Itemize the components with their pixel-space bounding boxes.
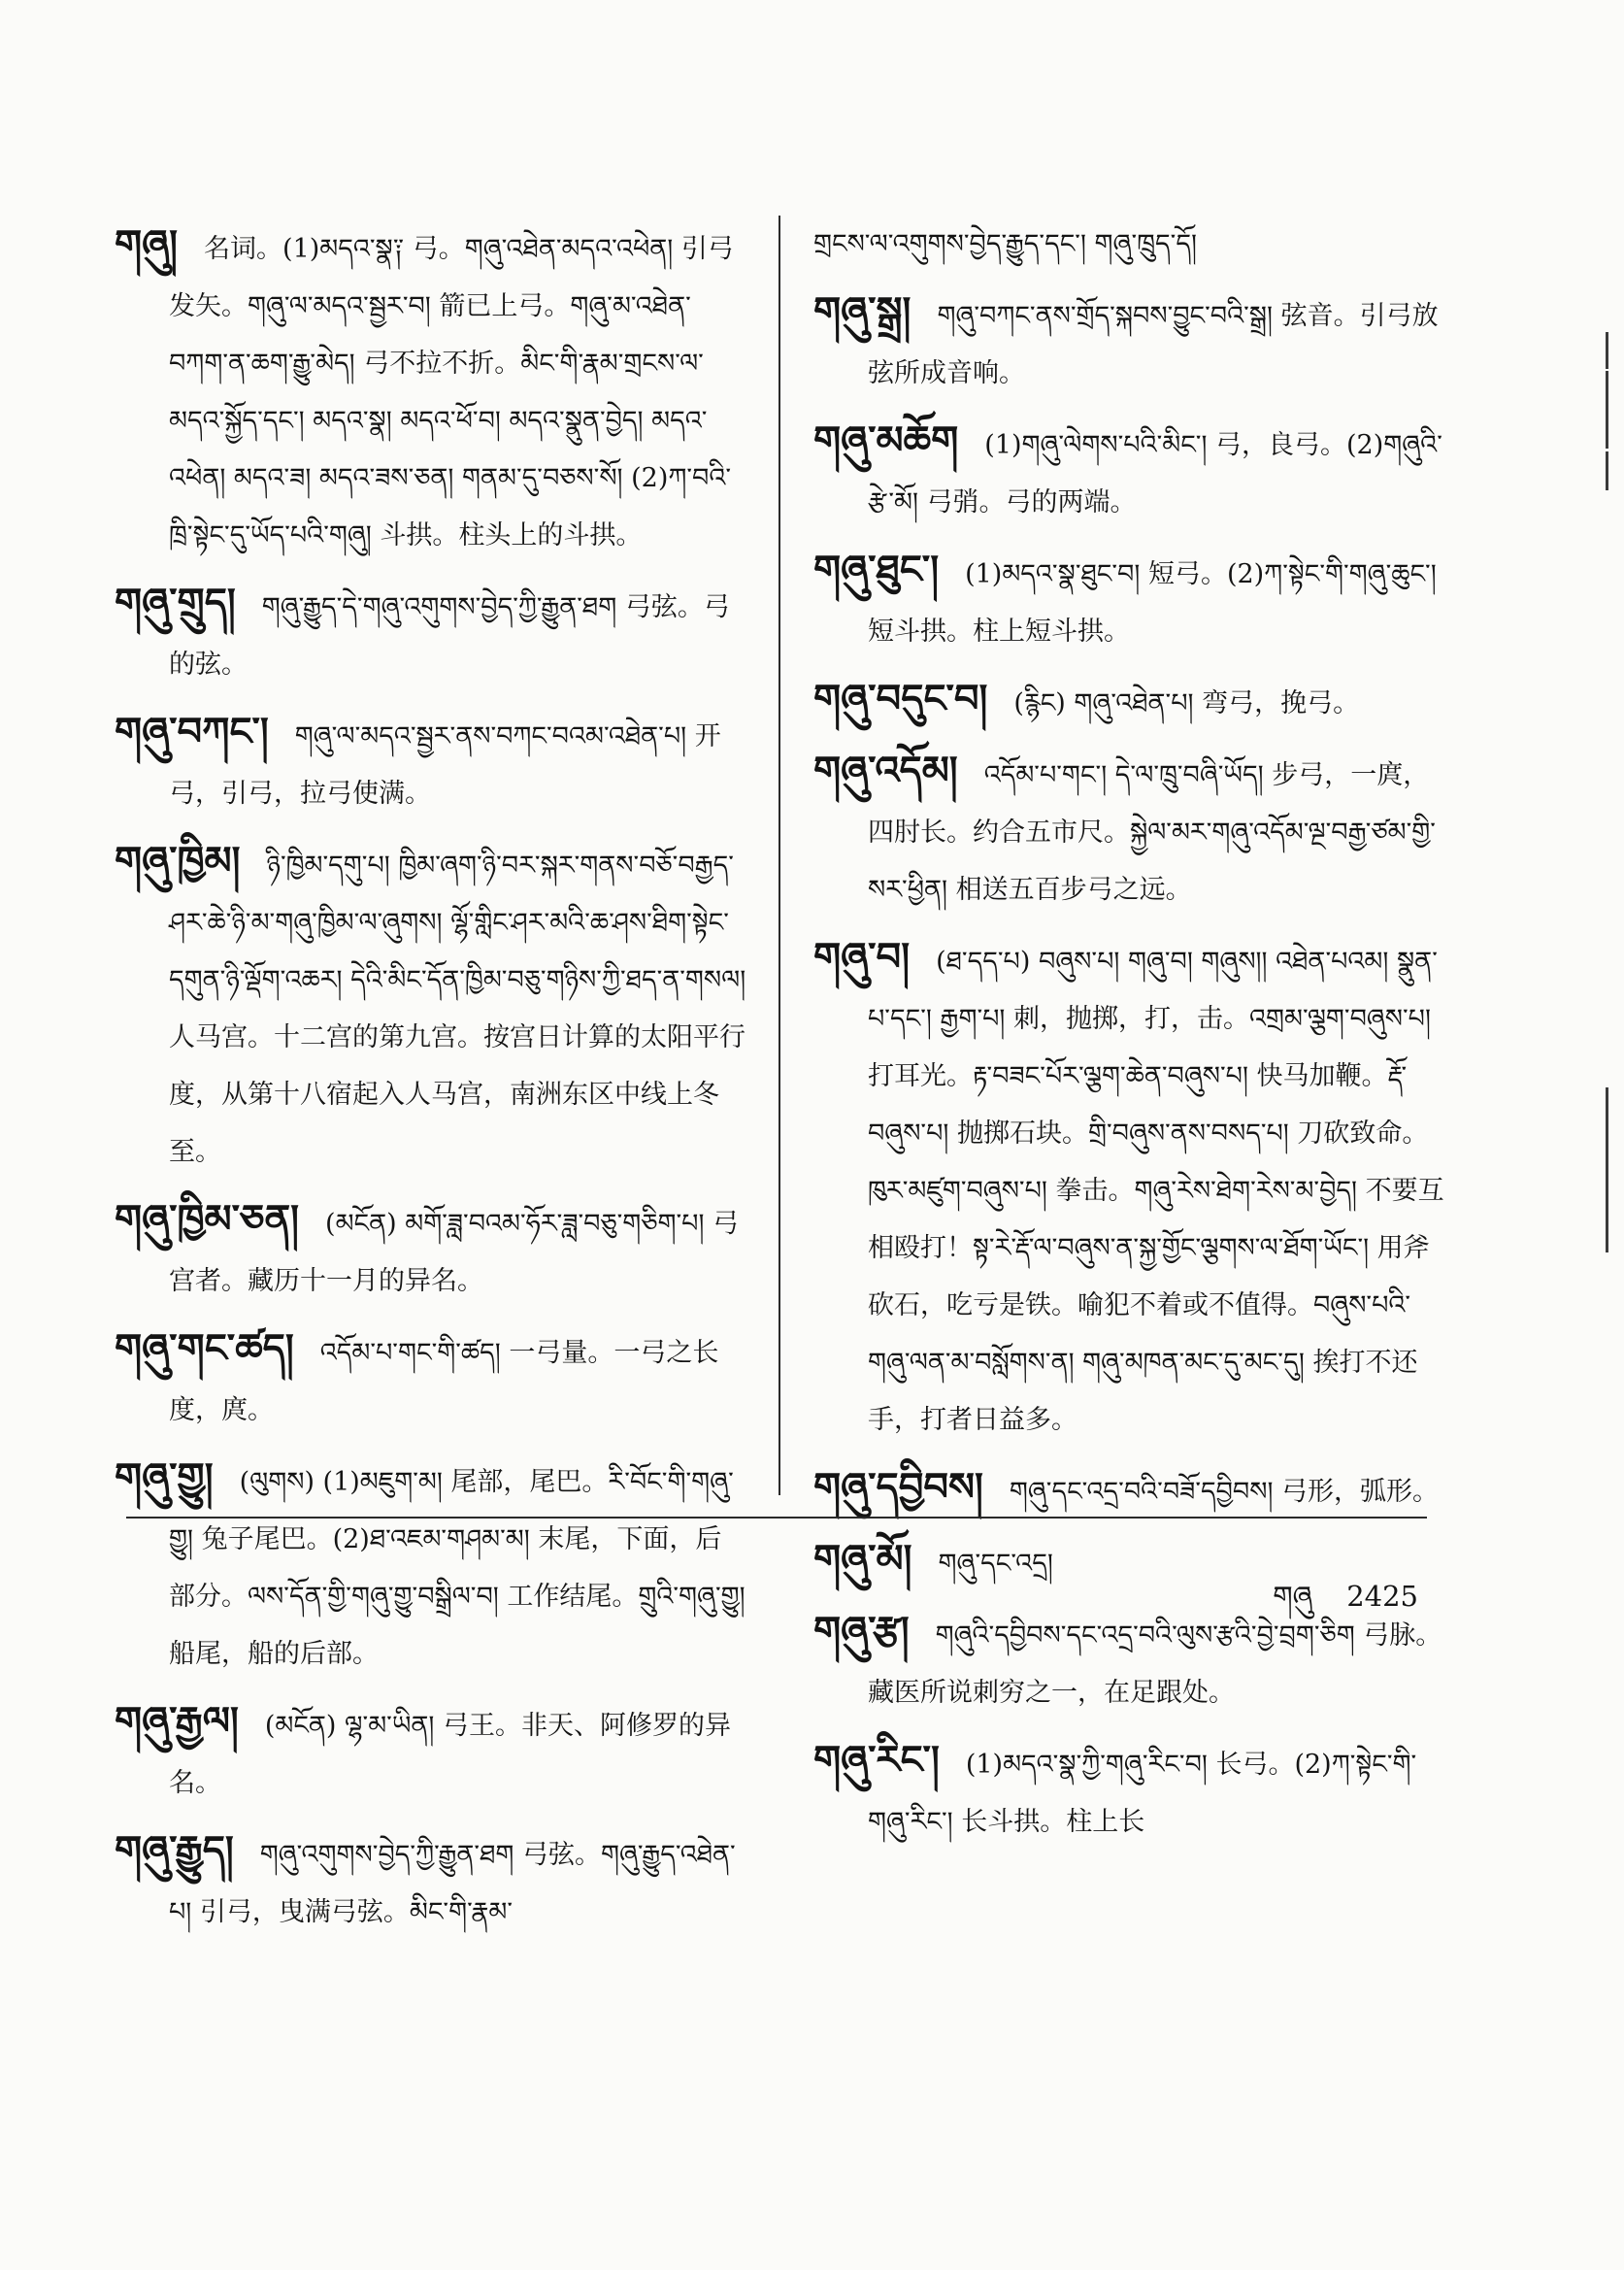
- dictionary-entry: [813, 541, 1444, 660]
- entry-headword: གཞུ་དབྱིབས།: [813, 1464, 983, 1510]
- dictionary-entry: [115, 1821, 747, 1941]
- entry-headword: གཞུ།: [115, 221, 179, 267]
- entry-headword: གཞུ་ཐུང་།: [813, 547, 940, 592]
- entry-headword: གཞུ་བ།: [813, 934, 911, 980]
- dictionary-entry: [813, 1731, 1444, 1851]
- dictionary-entry: [813, 742, 1444, 918]
- entry-definition: 名词。(1)མདའ་སྣ༑ 弓。གཞུ་འཐེན་མདའ་འཕེན། 引弓发矢。གཞུ་ལ་མདའ་སྦྱར་བ། 箭已上弓。གཞུ་མ་འཐེན་བཀག་ན་ཆག་རྒྱུ་མེད། 弓不拉不折。མིང་གི་རྣམ་གྲངས་ལ་མདའ་སྐྱོད་དང་། མདའ་སྣ། མདའ་ཕོ་བ། མདའ་སྣུན་བྱེད། མདའ་འཕེན། མདའ་ཟ། མདའ་ཟས་ཅན། གནམ་དུ་བཅས་སོ། (2)ཀ་བའི་ཁྲི་སྟེང་དུ་ཡོད་པའི་གཞུ། 斗拱。柱头上的斗拱。: [169, 234, 734, 551]
- edge-mark: [1606, 332, 1608, 369]
- entry-headword: གཞུ་གང་ཚད།: [115, 1325, 294, 1371]
- dictionary-entry: [115, 703, 747, 822]
- running-head: གཞུ: [1273, 1580, 1312, 1613]
- entry-definition: འདོམ་པ་གང་གི་ཚད། 一弓量。一弓之长度，庹。: [169, 1338, 719, 1425]
- edge-mark: [1606, 1087, 1608, 1252]
- entry-headword: གཞུ་མོ།: [813, 1536, 912, 1582]
- dictionary-entry: [813, 216, 1444, 273]
- entry-definition: (མངོན) མགོ་ཟླ་བའམ་ཧོར་ཟླ་བཅུ་གཅིག་པ། 弓宫者。藏历十一月的异名。: [169, 1209, 740, 1296]
- entry-definition: གཞུ་འགུགས་བྱེད་ཀྱི་རྒྱུན་ཐག 弓弦。གཞུ་རྒྱུད་འཐེན་པ། 引弓，曳满弓弦。མིང་གི་རྣམ་: [169, 1840, 736, 1927]
- entry-definition: གྲངས་ལ་འགུགས་བྱེད་རྒྱུད་དང་། གཞུ་ཁྲུད་དོ།: [813, 229, 1197, 259]
- entry-headword: གཞུ་རིང་།: [813, 1737, 940, 1783]
- entry-headword: གཞུ་གྱུ།: [115, 1454, 214, 1500]
- dictionary-entry: [813, 412, 1444, 531]
- dictionary-entry: [115, 574, 747, 693]
- dictionary-entry: [115, 216, 747, 564]
- entry-headword: གཞུ་སྒྲ།: [813, 288, 911, 334]
- edge-mark: [1606, 451, 1608, 490]
- dictionary-entry: [813, 283, 1444, 402]
- dictionary-entry: [115, 1449, 747, 1683]
- dictionary-entry: [115, 1692, 747, 1812]
- entry-definition: གཞུ་དང་འདྲ།: [938, 1549, 1053, 1579]
- entry-headword: གཞུ་གྲུད།: [115, 580, 236, 625]
- column-divider: [779, 216, 780, 1495]
- entry-headword: གཞུ་རྒྱལ།: [115, 1698, 239, 1744]
- entry-headword: གཞུ་བདུང་བ།: [813, 676, 988, 721]
- entry-headword: གཞུ་རྒྱུད།: [115, 1827, 234, 1873]
- dictionary-entry: [813, 1458, 1444, 1520]
- entry-definition: གཞུ་དང་འདྲ་བའི་བཟོ་དབྱིབས། 弓形，弧形。: [1009, 1477, 1440, 1507]
- entry-headword: གཞུ་ཁྱིམ།: [115, 838, 241, 884]
- entry-definition: (1)མདའ་སྣ་ཐུང་བ། 短弓。(2)ཀ་སྟེང་གི་གཞུ་ཆུང་། 短斗拱。柱上短斗拱。: [868, 559, 1437, 647]
- entry-headword: གཞུ་མཆོག: [813, 417, 959, 463]
- entry-definition: གཞུ་རྒྱུད་དེ་གཞུ་འགུགས་བྱེད་ཀྱི་རྒྱུན་ཐག 弓弦。弓的弦。: [169, 592, 730, 680]
- dictionary-entry: [115, 1319, 747, 1439]
- entry-definition: ཉི་ཁྱིམ་དགུ་པ། ཁྱིམ་ཞག་ཉི་བར་སྐར་གནས་བཅོ་བརྒྱད་ཤར་ཆེ་ཉི་མ་གཞུ་ཁྱིམ་ལ་ཞུགས། ལྷོ་གླིང་ཤར་མའི་ཆ་ཤས་ཐིག་སྟེང་དགུན་ཉི་ལྡོག་འཆར། དེའི་མིང་དོན་ཁྱིམ་བཅུ་གཉིས་ཀྱི་ཐད་ན་གསལ། 人马宫。十二宫的第九宫。按宫日计算的太阳平行度，从第十八宿起入人马宫，南洲东区中线上冬至。: [169, 851, 746, 1167]
- entry-definition: འདོམ་པ་གང་། དེ་ལ་ཁྲུ་བཞི་ཡོད། 步弓，一庹，四肘长。约合五市尺。སྐྱེལ་མར་གཞུ་འདོམ་ལྔ་བརྒྱ་ཙམ་གྱི་སར་ཕྱིན། 相送五百步弓之远。: [868, 760, 1436, 905]
- dictionary-entry: [115, 1190, 747, 1310]
- entry-definition: (རྙིང) གཞུ་འཐེན་པ། 弯弓，挽弓。: [1013, 688, 1360, 718]
- entry-headword: གཞུ་ཁྱིམ་ཅན།: [115, 1196, 300, 1242]
- dictionary-entry: [813, 928, 1444, 1449]
- entry-definition: (ལུགས) (1)མཇུག་མ། 尾部，尾巴。རི་བོང་གི་གཞུ་གྱུ། 兔子尾巴。(2)ཐ་འཇམ་གཤམ་མ། 末尾，下面，后部分。ལས་དོན་གྱི་གཞུ་གྱུ་བསྒྲིལ་བ། 工作结尾。གྲུའི་གཞུ་གྱུ། 船尾，船的后部。: [169, 1467, 746, 1669]
- dictionary-entry: [813, 670, 1444, 732]
- page-footer: [1273, 1565, 1418, 1645]
- entry-definition: (མངོན) ལྷ་མ་ཡིན། 弓王。非天、阿修罗的异名。: [169, 1711, 732, 1798]
- left-column: [115, 216, 747, 1951]
- entry-headword: གཞུ་འདོམ།: [813, 748, 958, 793]
- footer-rule: [126, 1517, 1427, 1519]
- edge-mark: [1606, 371, 1608, 449]
- dictionary-entry: [115, 832, 747, 1181]
- entry-definition: (1)གཞུ་ལེགས་པའི་མིང་། 弓，良弓。(2)གཞུའི་རྩེ་མོ། 弓弰。弓的两端。: [868, 430, 1442, 517]
- entry-headword: གཞུ་རྩ།: [813, 1608, 910, 1653]
- entry-headword: གཞུ་བཀང་།: [115, 709, 269, 754]
- entry-definition: (ཐ་དད་པ) བཞུས་པ། གཞུ་བ། གཞུས།། འཐེན་པའམ། སྣུན་པ་དང་། རྒྱག་པ། 刺，抛掷，打，击。འགྲམ་ལྕག་བཞུས་པ། 打耳光。རྟ་བཟང་པོར་ལྕག་ཆེན་བཞུས་པ། 快马加鞭。རྡོ་བཞུས་པ། 抛掷石块。གྲི་བཞུས་ནས་བསད་པ། 刀砍致命。ཁུར་མཛུག་བཞུས་པ། 拳击。གཞུ་རེས་ཐེག་རེས་མ་བྱེད། 不要互相殴打！སྟ་རེ་རྡོ་ལ་བཞུས་ན་སྐྱ་གྱོང་ལྕགས་ལ་ཐོག་ཡོང་། 用斧砍石，吃亏是铁。喻犯不着或不值得。བཞུས་པའི་གཞུ་ལན་མ་བསློགས་ན། གཞུ་མཁན་མང་དུ་མང་དུ། 挨打不还手，打者日益多。: [868, 947, 1444, 1435]
- page-number: 2425: [1346, 1580, 1418, 1613]
- entry-definition: གཞུ་བཀང་ནས་གྲོད་སྐབས་བྱུང་བའི་སྒྲ། 弦音。引弓放弦所成音响。: [868, 301, 1439, 388]
- entry-definition: (1)མདའ་སྣ་ཀྱི་གཞུ་རིང་བ། 长弓。(2)ཀ་སྟེང་གི་གཞུ་རིང་། 长斗拱。柱上长: [868, 1750, 1417, 1837]
- entry-definition: གཞུ་ལ་མདའ་སྦྱར་ནས་བཀང་བའམ་འཐེན་པ། 开弓，引弓，拉弓使满。: [169, 721, 721, 809]
- entry-definition: གཞུའི་དབྱིབས་དང་འདྲ་བའི་ལུས་རྩའི་བྱེ་བྲག་ཅིག 弓脉。藏医所说刺穷之一，在足跟处。: [868, 1620, 1442, 1708]
